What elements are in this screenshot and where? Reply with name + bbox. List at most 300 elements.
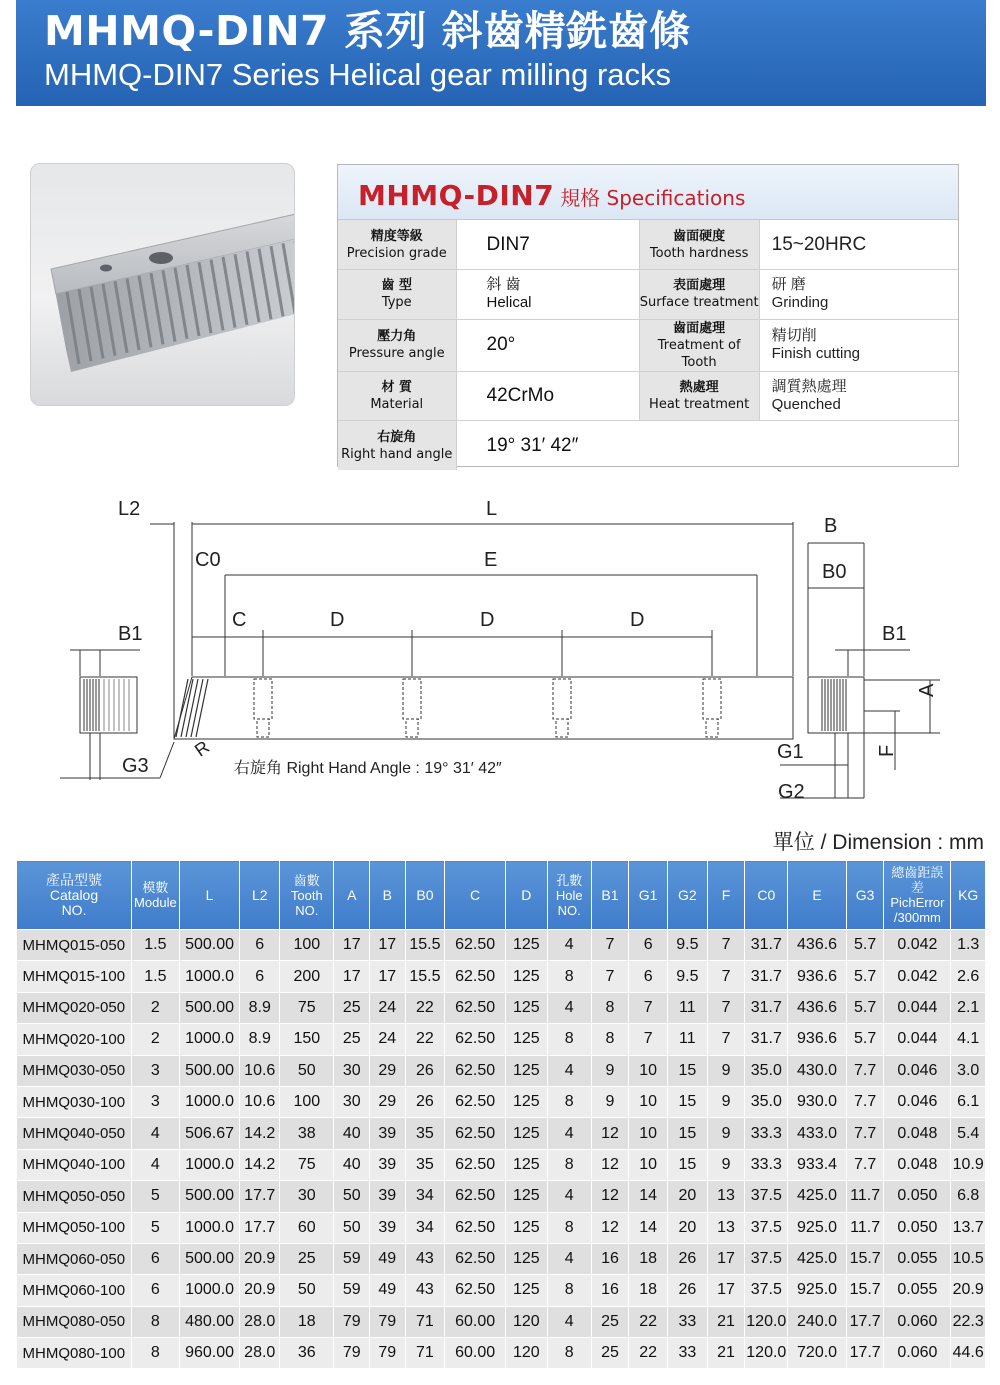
table-cell: 7	[707, 992, 745, 1023]
table-cell: 6.1	[951, 1086, 986, 1117]
table-cell: 12	[591, 1149, 629, 1180]
table-cell: 33	[667, 1338, 707, 1369]
table-cell: 22	[629, 1306, 668, 1337]
table-cell: 17	[707, 1243, 745, 1274]
table-cell: 43	[405, 1243, 445, 1274]
catalog-cell: MHMQ060-100	[17, 1275, 132, 1306]
table-cell: 5	[132, 1212, 180, 1243]
table-cell: 59	[334, 1243, 370, 1274]
table-cell: 8	[591, 992, 629, 1023]
column-header	[240, 861, 280, 930]
dim-label-L: L	[486, 498, 498, 520]
table-cell: 4	[547, 1055, 591, 1086]
dim-label-G2: G2	[778, 781, 805, 803]
table-cell: 8.9	[240, 992, 280, 1023]
column-header-line: Hole	[555, 887, 583, 903]
dim-label-C0: C0	[195, 549, 221, 571]
table-cell: 0.055	[884, 1243, 951, 1274]
table-cell: 0.042	[884, 930, 951, 961]
table-cell: 7	[591, 930, 629, 961]
table-cell: 1000.0	[179, 961, 240, 992]
table-cell: 125	[505, 1055, 547, 1086]
table-cell: 1.3	[951, 930, 986, 961]
table-cell: 0.044	[884, 1024, 951, 1055]
table-cell: 5.7	[846, 1024, 884, 1055]
table-cell: 40	[334, 1149, 370, 1180]
table-cell: 150	[280, 1024, 334, 1055]
table-cell: 44.6	[951, 1338, 986, 1369]
dim-label-B: B	[824, 515, 838, 537]
column-header	[179, 861, 240, 930]
table-cell: 425.0	[788, 1181, 847, 1212]
spec-value: 20°	[456, 319, 639, 371]
table-row	[17, 1243, 986, 1274]
table-cell: 8	[132, 1306, 180, 1337]
column-header-line: PichError	[890, 895, 945, 910]
catalog-cell: MHMQ020-050	[17, 992, 132, 1023]
table-cell: 7.7	[846, 1118, 884, 1149]
table-cell: 25	[591, 1306, 629, 1337]
table-row	[17, 1086, 986, 1117]
column-header-line: NO.	[557, 902, 581, 918]
table-cell: 10	[629, 1055, 668, 1086]
table-cell: 30	[280, 1181, 334, 1212]
column-header	[745, 861, 788, 930]
table-cell: 8	[591, 1024, 629, 1055]
column-header	[405, 861, 445, 930]
catalog-cell: MHMQ080-050	[17, 1306, 132, 1337]
column-header-line: Module	[134, 895, 177, 910]
table-cell: 0.050	[884, 1212, 951, 1243]
table-cell: 125	[505, 1024, 547, 1055]
table-cell: 24	[370, 992, 406, 1023]
table-cell: 1000.0	[179, 1212, 240, 1243]
specifications-panel	[337, 164, 959, 467]
table-cell: 0.048	[884, 1149, 951, 1180]
table-cell: 30	[334, 1086, 370, 1117]
table-cell: 33.3	[745, 1118, 788, 1149]
table-cell: 125	[505, 1275, 547, 1306]
table-cell: 6	[240, 930, 280, 961]
column-header	[370, 861, 406, 930]
dim-label-D3: D	[630, 609, 645, 631]
table-cell: 62.50	[445, 1243, 506, 1274]
table-cell: 7.7	[846, 1149, 884, 1180]
table-cell: 17	[370, 961, 406, 992]
table-cell: 120	[505, 1338, 547, 1369]
column-header-line: D	[521, 886, 532, 903]
table-cell: 240.0	[788, 1306, 847, 1337]
table-cell: 5.7	[846, 961, 884, 992]
table-cell: 500.00	[179, 1181, 240, 1212]
table-cell: 18	[629, 1275, 668, 1306]
page-header	[16, 0, 986, 106]
table-cell: 31.7	[745, 961, 788, 992]
table-cell: 12	[591, 1212, 629, 1243]
table-cell: 125	[505, 930, 547, 961]
table-cell: 10	[629, 1149, 668, 1180]
table-cell: 100	[280, 1086, 334, 1117]
column-header-line: L2	[251, 886, 268, 903]
table-cell: 4	[132, 1149, 180, 1180]
dimension-table	[16, 860, 986, 1369]
table-cell: 22	[405, 992, 445, 1023]
column-header-line: C	[470, 886, 481, 903]
table-cell: 433.0	[788, 1118, 847, 1149]
spec-value: 斜 齒 Helical	[456, 270, 639, 320]
table-cell: 29	[370, 1055, 406, 1086]
catalog-cell: MHMQ050-100	[17, 1212, 132, 1243]
spec-row	[338, 220, 958, 270]
table-cell: 26	[667, 1275, 707, 1306]
table-cell: 0.046	[884, 1055, 951, 1086]
column-header	[334, 861, 370, 930]
spec-label: 精度等級 Precision grade	[338, 220, 456, 270]
table-cell: 0.044	[884, 992, 951, 1023]
table-cell: 436.6	[788, 992, 847, 1023]
table-cell: 21	[707, 1338, 745, 1369]
dim-label-D1: D	[330, 609, 345, 631]
column-header-line: /300mm	[893, 910, 941, 925]
table-cell: 1000.0	[179, 1086, 240, 1117]
spec-row	[338, 270, 958, 320]
table-cell: 925.0	[788, 1212, 847, 1243]
table-cell: 75	[280, 1149, 334, 1180]
table-cell: 40	[334, 1118, 370, 1149]
table-cell: 79	[370, 1338, 406, 1369]
table-row	[17, 1024, 986, 1055]
table-cell: 120	[505, 1306, 547, 1337]
table-cell: 71	[405, 1338, 445, 1369]
table-cell: 62.50	[445, 1212, 506, 1243]
dim-label-L2: L2	[118, 498, 141, 520]
column-header	[707, 861, 745, 930]
table-cell: 17.7	[846, 1306, 884, 1337]
table-cell: 26	[405, 1055, 445, 1086]
spec-label: 壓力角 Pressure angle	[338, 319, 456, 371]
column-header-line: A	[347, 886, 357, 903]
table-cell: 31.7	[745, 930, 788, 961]
column-header-line: 齒數	[293, 872, 320, 888]
table-cell: 436.6	[788, 930, 847, 961]
table-cell: 29	[370, 1086, 406, 1117]
table-cell: 39	[370, 1149, 406, 1180]
table-cell: 3.0	[951, 1055, 986, 1086]
table-cell: 9	[707, 1149, 745, 1180]
table-cell: 22	[405, 1024, 445, 1055]
dim-label-A: A	[916, 683, 938, 697]
table-cell: 13	[707, 1212, 745, 1243]
column-header-line: E	[812, 886, 822, 903]
column-header-line: 孔數	[556, 872, 583, 888]
table-cell: 8	[547, 1086, 591, 1117]
table-cell: 15.7	[846, 1275, 884, 1306]
page-subtitle: MHMQ-DIN7 Series Helical gear milling racks	[44, 57, 672, 92]
table-cell: 49	[370, 1243, 406, 1274]
table-cell: 125	[505, 1243, 547, 1274]
specifications-title	[338, 165, 958, 220]
column-header-line: KG	[958, 886, 979, 903]
catalog-cell: MHMQ040-050	[17, 1118, 132, 1149]
table-cell: 17	[334, 961, 370, 992]
table-cell: 20	[667, 1212, 707, 1243]
table-cell: 21	[707, 1306, 745, 1337]
table-cell: 2.6	[951, 961, 986, 992]
table-cell: 18	[280, 1306, 334, 1337]
column-header	[591, 861, 629, 930]
column-header-line: C0	[757, 886, 776, 903]
table-cell: 480.00	[179, 1306, 240, 1337]
table-cell: 4	[547, 1181, 591, 1212]
table-cell: 11	[667, 992, 707, 1023]
table-row	[17, 930, 986, 961]
table-cell: 933.4	[788, 1149, 847, 1180]
table-cell: 15.7	[846, 1243, 884, 1274]
table-cell: 9	[707, 1086, 745, 1117]
table-cell: 16	[591, 1243, 629, 1274]
table-cell: 20.9	[240, 1243, 280, 1274]
table-cell: 15	[667, 1086, 707, 1117]
table-cell: 17.7	[240, 1181, 280, 1212]
left-end-view	[80, 677, 137, 733]
table-cell: 25	[280, 1243, 334, 1274]
table-cell: 62.50	[445, 1118, 506, 1149]
table-row	[17, 961, 986, 992]
spec-label: 齒面硬度 Tooth hardness	[639, 220, 759, 270]
column-header-line: G3	[855, 886, 875, 903]
table-cell: 7	[629, 992, 668, 1023]
table-cell: 31.7	[745, 992, 788, 1023]
catalog-cell: MHMQ015-050	[17, 930, 132, 961]
table-cell: 2.1	[951, 992, 986, 1023]
spec-label: 表面處理 Surface treatment	[639, 270, 759, 320]
table-cell: 15.5	[405, 961, 445, 992]
spec-row	[338, 319, 958, 371]
table-cell: 1.5	[132, 961, 180, 992]
table-cell: 7	[629, 1024, 668, 1055]
table-cell: 7.7	[846, 1055, 884, 1086]
table-cell: 8	[132, 1338, 180, 1369]
table-row	[17, 1118, 986, 1149]
table-row	[17, 992, 986, 1023]
column-header-line: 總齒距誤差	[891, 865, 944, 895]
table-cell: 62.50	[445, 1055, 506, 1086]
spec-label: 熱處理 Heat treatment	[639, 371, 759, 421]
table-cell: 15	[667, 1118, 707, 1149]
table-cell: 28.0	[240, 1338, 280, 1369]
table-cell: 936.6	[788, 961, 847, 992]
column-header-line: Catalog	[49, 886, 99, 903]
table-row	[17, 1181, 986, 1212]
column-header-line: 產品型號	[46, 871, 102, 888]
table-cell: 37.5	[745, 1212, 788, 1243]
table-row	[17, 1275, 986, 1306]
column-header-line: B1	[601, 886, 619, 903]
table-cell: 10.5	[951, 1243, 986, 1274]
table-cell: 71	[405, 1306, 445, 1337]
table-cell: 1000.0	[179, 1275, 240, 1306]
table-cell: 16	[591, 1275, 629, 1306]
table-cell: 125	[505, 992, 547, 1023]
column-header-line: F	[721, 886, 731, 903]
table-cell: 20.9	[951, 1275, 986, 1306]
table-cell: 18	[629, 1243, 668, 1274]
spec-value: 研 磨 Grinding	[759, 270, 958, 320]
column-header-line: 模數	[142, 880, 169, 895]
table-cell: 7	[591, 961, 629, 992]
table-cell: 12	[591, 1181, 629, 1212]
table-cell: 79	[334, 1338, 370, 1369]
table-cell: 9	[591, 1055, 629, 1086]
table-cell: 17	[334, 930, 370, 961]
spec-value: 精切削 Finish cutting	[759, 319, 958, 371]
catalog-cell: MHMQ030-100	[17, 1086, 132, 1117]
table-cell: 2	[132, 1024, 180, 1055]
table-cell: 4	[547, 1118, 591, 1149]
column-header-line: B0	[416, 886, 434, 903]
table-cell: 33	[667, 1306, 707, 1337]
table-cell: 24	[370, 1024, 406, 1055]
table-cell: 9.5	[667, 930, 707, 961]
table-cell: 31.7	[745, 1024, 788, 1055]
table-cell: 4.1	[951, 1024, 986, 1055]
column-header	[629, 861, 668, 930]
table-cell: 9	[707, 1055, 745, 1086]
product-photo	[30, 163, 295, 406]
table-cell: 125	[505, 1086, 547, 1117]
angle-note: 右旋角 Right Hand Angle : 19° 31′ 42″	[234, 760, 502, 777]
table-cell: 34	[405, 1212, 445, 1243]
table-cell: 75	[280, 992, 334, 1023]
table-cell: 25	[334, 992, 370, 1023]
table-cell: 62.50	[445, 1086, 506, 1117]
table-cell: 8	[547, 1275, 591, 1306]
table-cell: 6	[629, 930, 668, 961]
unit-label: 單位 / Dimension : mm	[772, 831, 984, 854]
table-cell: 6	[629, 961, 668, 992]
table-cell: 28.0	[240, 1306, 280, 1337]
table-cell: 15	[667, 1149, 707, 1180]
table-cell: 14.2	[240, 1149, 280, 1180]
table-cell: 9	[591, 1086, 629, 1117]
catalog-cell: MHMQ060-050	[17, 1243, 132, 1274]
dim-label-G1: G1	[777, 741, 804, 763]
table-cell: 39	[370, 1212, 406, 1243]
column-header	[132, 861, 180, 930]
table-cell: 10.6	[240, 1086, 280, 1117]
column-header	[951, 861, 986, 930]
table-cell: 5.7	[846, 930, 884, 961]
table-row	[17, 1306, 986, 1337]
right-end-view	[808, 677, 864, 733]
column-header	[846, 861, 884, 930]
table-cell: 14	[629, 1212, 668, 1243]
table-cell: 39	[370, 1181, 406, 1212]
spec-label: 材 質 Material	[338, 371, 456, 421]
table-cell: 925.0	[788, 1275, 847, 1306]
table-cell: 2	[132, 992, 180, 1023]
table-cell: 8	[547, 961, 591, 992]
table-cell: 35	[405, 1118, 445, 1149]
table-cell: 7	[707, 930, 745, 961]
table-cell: 13.7	[951, 1212, 986, 1243]
table-cell: 50	[280, 1275, 334, 1306]
column-header-line: G2	[678, 886, 697, 903]
column-header-line: G1	[638, 886, 658, 903]
dim-label-B1-left: B1	[118, 623, 143, 645]
table-cell: 8	[547, 1338, 591, 1369]
table-cell: 20	[667, 1181, 707, 1212]
table-cell: 0.048	[884, 1118, 951, 1149]
table-cell: 720.0	[788, 1338, 847, 1369]
table-cell: 930.0	[788, 1086, 847, 1117]
table-cell: 43	[405, 1275, 445, 1306]
table-cell: 34	[405, 1181, 445, 1212]
table-body	[17, 930, 986, 1369]
table-cell: 500.00	[179, 1243, 240, 1274]
table-cell: 26	[667, 1243, 707, 1274]
table-cell: 35.0	[745, 1086, 788, 1117]
spec-model: MHMQ-DIN7	[358, 179, 555, 212]
table-cell: 37.5	[745, 1243, 788, 1274]
spec-label: 齒面處理 Treatment of Tooth	[639, 319, 759, 371]
catalog-cell: MHMQ020-100	[17, 1024, 132, 1055]
table-cell: 50	[334, 1181, 370, 1212]
table-cell: 936.6	[788, 1024, 847, 1055]
table-cell: 4	[547, 930, 591, 961]
table-cell: 62.50	[445, 1024, 506, 1055]
spec-title-suffix: 規格 Specifications	[560, 186, 746, 210]
table-cell: 62.50	[445, 930, 506, 961]
table-cell: 35.0	[745, 1055, 788, 1086]
table-cell: 33.3	[745, 1149, 788, 1180]
table-cell: 5.4	[951, 1118, 986, 1149]
column-header	[17, 861, 132, 930]
catalog-cell: MHMQ030-050	[17, 1055, 132, 1086]
table-cell: 20.9	[240, 1275, 280, 1306]
table-cell: 22.3	[951, 1306, 986, 1337]
table-cell: 9.5	[667, 961, 707, 992]
spec-table	[338, 220, 958, 470]
table-cell: 17.7	[240, 1212, 280, 1243]
table-header-row	[17, 861, 986, 930]
table-row	[17, 1338, 986, 1369]
table-cell: 10	[629, 1086, 668, 1117]
table-cell: 60.00	[445, 1306, 506, 1337]
dim-label-R: R	[190, 736, 214, 761]
column-header-line: B	[382, 886, 392, 903]
table-cell: 500.00	[179, 930, 240, 961]
table-cell: 59	[334, 1275, 370, 1306]
table-cell: 8	[547, 1149, 591, 1180]
table-cell: 10	[629, 1118, 668, 1149]
page-title: MHMQ-DIN7 系列 斜齒精銑齒條	[44, 7, 691, 55]
dim-label-F: F	[876, 744, 898, 757]
table-cell: 6.8	[951, 1181, 986, 1212]
table-cell: 79	[334, 1306, 370, 1337]
spec-value: 42CrMo	[456, 371, 639, 421]
column-header-line: NO.	[61, 901, 87, 918]
table-row	[17, 1212, 986, 1243]
table-cell: 200	[280, 961, 334, 992]
spec-value: DIN7	[456, 220, 639, 270]
spec-row	[338, 371, 958, 421]
catalog-cell: MHMQ080-100	[17, 1338, 132, 1369]
table-cell: 11.7	[846, 1181, 884, 1212]
table-row	[17, 1055, 986, 1086]
table-cell: 50	[280, 1055, 334, 1086]
table-cell: 5	[132, 1181, 180, 1212]
